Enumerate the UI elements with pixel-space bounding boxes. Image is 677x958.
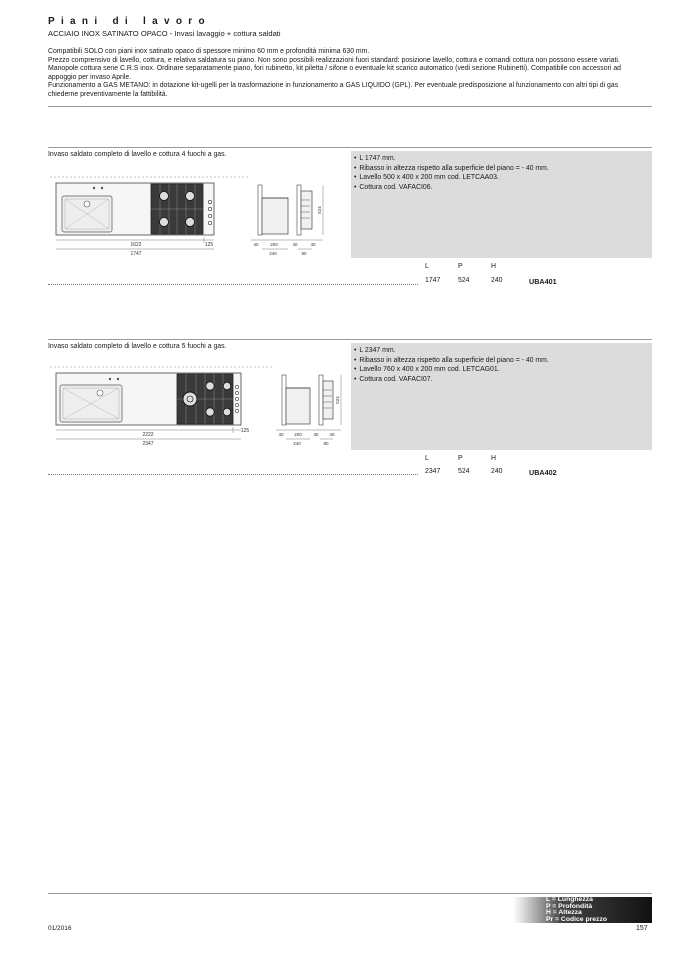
- knob-icon: [235, 385, 238, 388]
- burner-icon: [160, 218, 169, 227]
- drain-icon: [97, 390, 103, 396]
- abbreviation-legend: [513, 897, 652, 923]
- legend-item: P = Profondità: [546, 902, 593, 910]
- spec-item: • L 2347 mm.: [354, 346, 652, 356]
- product-heading: Invaso saldato completo di lavello e cottura 5 fuochi a gas.: [48, 343, 227, 350]
- burner-icon: [223, 382, 231, 390]
- knob-icon: [208, 214, 211, 217]
- section-divider: [48, 147, 652, 148]
- depth-value: 524: [458, 277, 470, 284]
- section-divider: [48, 106, 652, 107]
- dimension-label: 125: [204, 242, 214, 248]
- knob-icon: [235, 409, 238, 412]
- dimension-label: 200: [294, 432, 302, 437]
- depth-value: 524: [458, 468, 470, 475]
- sink-section-icon: [286, 388, 310, 424]
- dimension-label: 40: [313, 432, 319, 437]
- knob-icon: [235, 397, 238, 400]
- length-value: 2347: [425, 468, 441, 475]
- knob-icon: [208, 200, 211, 203]
- spec-item: • Lavello 500 x 400 x 200 mm cod. LETCAA03.: [354, 173, 652, 183]
- column-header-l: L: [425, 455, 429, 462]
- page-title: Piani di lavoro: [48, 16, 211, 27]
- dimension-label: 524: [335, 396, 340, 404]
- dotted-leader: [48, 474, 418, 475]
- dimension-label: 1622: [130, 242, 142, 248]
- column-header-p: P: [458, 263, 463, 270]
- column-header-h: H: [491, 455, 496, 462]
- price-code: UBA402: [529, 468, 557, 477]
- spec-item: • Ribasso in altezza rispetto alla superficie del piano = - 40 mm.: [354, 164, 652, 174]
- drain-icon: [84, 201, 90, 207]
- product-heading: Invaso saldato completo di lavello e cottura 4 fuochi a gas.: [48, 151, 227, 158]
- burner-icon: [206, 382, 214, 390]
- column-header-h: H: [491, 263, 496, 270]
- burner-icon: [186, 218, 195, 227]
- intro-paragraph: Funzionamento a GAS METANO: in dotazione kit-ugelli per la trasformazione in funzionamento a GAS LIQUIDO (GPL). Per eventuale predisposizione al funzionamento con altri tipi di gas chiederne preventivamente la fattibilità.: [48, 82, 619, 98]
- legend-item: L = Lunghezza: [546, 897, 593, 903]
- spec-item: • Cottura cod. VAFACI07.: [354, 375, 652, 385]
- dimension-label: 40: [292, 242, 298, 247]
- dimension-label: 125: [240, 428, 250, 434]
- spec-box: [351, 343, 652, 450]
- dimension-label: 40: [329, 432, 335, 437]
- spec-item: • Lavello 760 x 400 x 200 mm cod. LETCAG01.: [354, 365, 652, 375]
- footer-divider: [48, 893, 652, 894]
- hob-section-icon: [323, 381, 333, 419]
- sink-section-icon: [262, 198, 288, 234]
- product-drawing: [48, 355, 348, 450]
- dimension-label: 1747: [130, 251, 142, 257]
- dotted-leader: [48, 284, 418, 285]
- page-number: 157: [636, 925, 648, 932]
- intro-paragraph: Prezzo comprensivo di lavello, cottura, e relativa saldatura su piano. Non sono possibili realizzazioni fuori standard: posizione lavello, cottura e comandi cottura non possono essere variati. Manopole cottura serie C.R.S inox. Ordinare separatamente piano, fori rubinetto, kit piletta / sifone o eventuale kit scarico automatico (vedi sezione Rubinetti). Compatibile con accessori ad appoggio per invaso Aprile.: [48, 56, 621, 81]
- burner-icon: [183, 392, 197, 406]
- legend-item: Pr = Codice prezzo: [546, 915, 607, 923]
- hob-section-icon: [301, 191, 312, 229]
- spec-item: • Cottura cod. VAFACI06.: [354, 183, 652, 193]
- dimension-label: 40: [253, 242, 259, 247]
- product-drawing: [48, 163, 348, 258]
- dimension-label: 80: [301, 251, 307, 256]
- section-divider: [48, 339, 652, 340]
- height-value: 240: [491, 277, 503, 284]
- dimension-label: 40: [278, 432, 284, 437]
- knob-icon: [235, 391, 238, 394]
- intro-text: [48, 48, 626, 100]
- dimension-label: 2222: [142, 432, 154, 438]
- burner-icon: [186, 192, 195, 201]
- knob-icon: [208, 207, 211, 210]
- legend-item: H = Altezza: [546, 909, 582, 916]
- page-subtitle: ACCIAIO INOX SATINATO OPACO - Invasi lavaggio + cottura saldati: [48, 29, 281, 38]
- price-code: UBA401: [529, 277, 557, 286]
- column-header-l: L: [425, 263, 429, 270]
- burner-icon: [206, 408, 214, 416]
- dimension-label: 200: [270, 242, 278, 247]
- dimension-label: 80: [323, 441, 329, 446]
- spec-box: [351, 151, 652, 258]
- spec-item: • Ribasso in altezza rispetto alla superficie del piano = - 40 mm.: [354, 356, 652, 366]
- dimension-label: 2347: [142, 441, 154, 447]
- height-value: 240: [491, 468, 503, 475]
- column-header-p: P: [458, 455, 463, 462]
- knob-icon: [208, 221, 211, 224]
- burner-icon: [223, 408, 231, 416]
- knob-icon: [235, 403, 238, 406]
- dimension-label: 240: [293, 441, 301, 446]
- dimension-label: 240: [269, 251, 277, 256]
- spec-item: • L 1747 mm.: [354, 154, 652, 164]
- footer-date: 01/2016: [48, 925, 72, 932]
- intro-paragraph: Compatibili SOLO con piani inox satinato opaco di spessore minimo 60 mm e profondità minima 630 mm.: [48, 48, 370, 55]
- dimension-label: 524: [317, 206, 322, 214]
- dimension-label: 40: [310, 242, 316, 247]
- burner-icon: [160, 192, 169, 201]
- length-value: 1747: [425, 277, 441, 284]
